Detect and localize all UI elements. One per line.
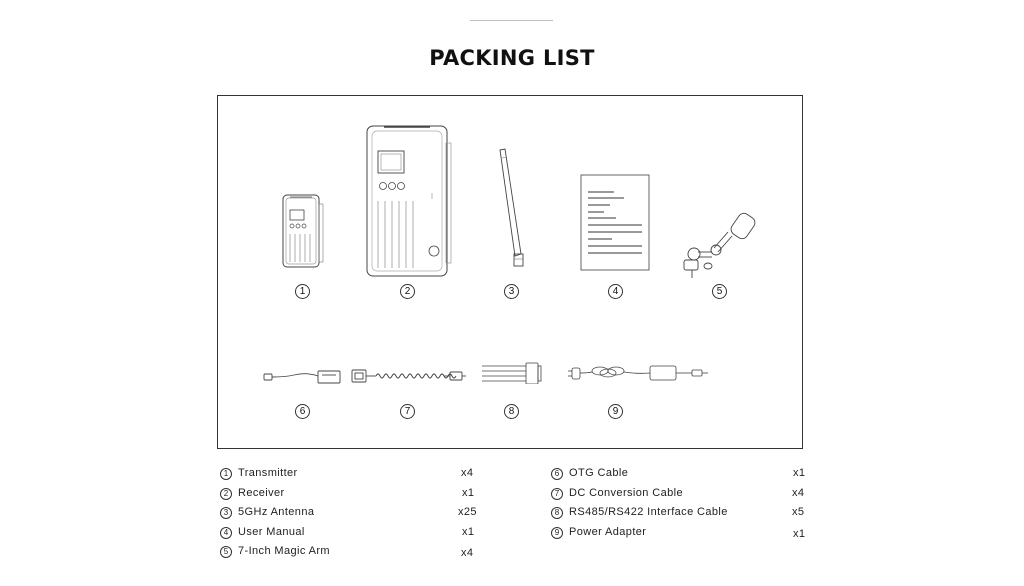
item-quantity: x1 [462,526,475,538]
item-number: 8 [551,507,563,519]
illustration-number-8: 8 [504,404,519,419]
power-adapter-icon [566,362,710,386]
list-item [551,467,811,485]
item-name: DC Conversion Cable [569,487,683,499]
top-divider [470,20,553,21]
illustration-number-6: 6 [295,404,310,419]
list-item [220,487,480,505]
list-item [220,545,480,563]
magic-arm-icon [680,208,760,280]
item-name: OTG Cable [569,467,629,479]
list-item [551,487,811,505]
item-number: 1 [220,468,232,480]
item-name: Transmitter [238,467,298,479]
packing-illustration-frame [217,95,803,449]
item-number: 4 [220,527,232,539]
interface-cable-icon [480,362,546,384]
item-name: 5GHz Antenna [238,506,315,518]
transmitter-icon [280,192,326,272]
item-number: 6 [551,468,563,480]
item-quantity: x1 [793,528,806,540]
list-item [551,526,811,544]
antenna-icon [494,146,534,272]
list-item [220,467,480,485]
item-number: 7 [551,488,563,500]
illustration-number-9: 9 [608,404,623,419]
item-quantity: x5 [792,506,805,518]
list-item [220,526,480,544]
item-number: 3 [220,507,232,519]
item-quantity: x25 [458,506,477,518]
page-title: PACKING LIST [429,46,595,70]
item-number: 9 [551,527,563,539]
illustration-number-7: 7 [400,404,415,419]
illustration-number-3: 3 [504,284,519,299]
item-name: Receiver [238,487,285,499]
item-number: 2 [220,488,232,500]
item-quantity: x4 [461,467,474,479]
item-number: 5 [220,546,232,558]
item-quantity: x4 [461,547,474,559]
list-item [551,506,811,524]
item-quantity: x1 [793,467,806,479]
item-name: User Manual [238,526,305,538]
item-name: 7-Inch Magic Arm [238,545,330,557]
illustration-number-5: 5 [712,284,727,299]
manual-icon [580,174,652,272]
list-item [220,506,480,524]
dc-cable-icon [350,366,468,388]
illustration-number-4: 4 [608,284,623,299]
item-name: Power Adapter [569,526,647,538]
receiver-icon [364,123,454,279]
illustration-number-1: 1 [295,284,310,299]
item-quantity: x4 [792,487,805,499]
otg-cable-icon [262,366,344,388]
item-name: RS485/RS422 Interface Cable [569,506,728,518]
item-quantity: x1 [462,487,475,499]
illustration-number-2: 2 [400,284,415,299]
